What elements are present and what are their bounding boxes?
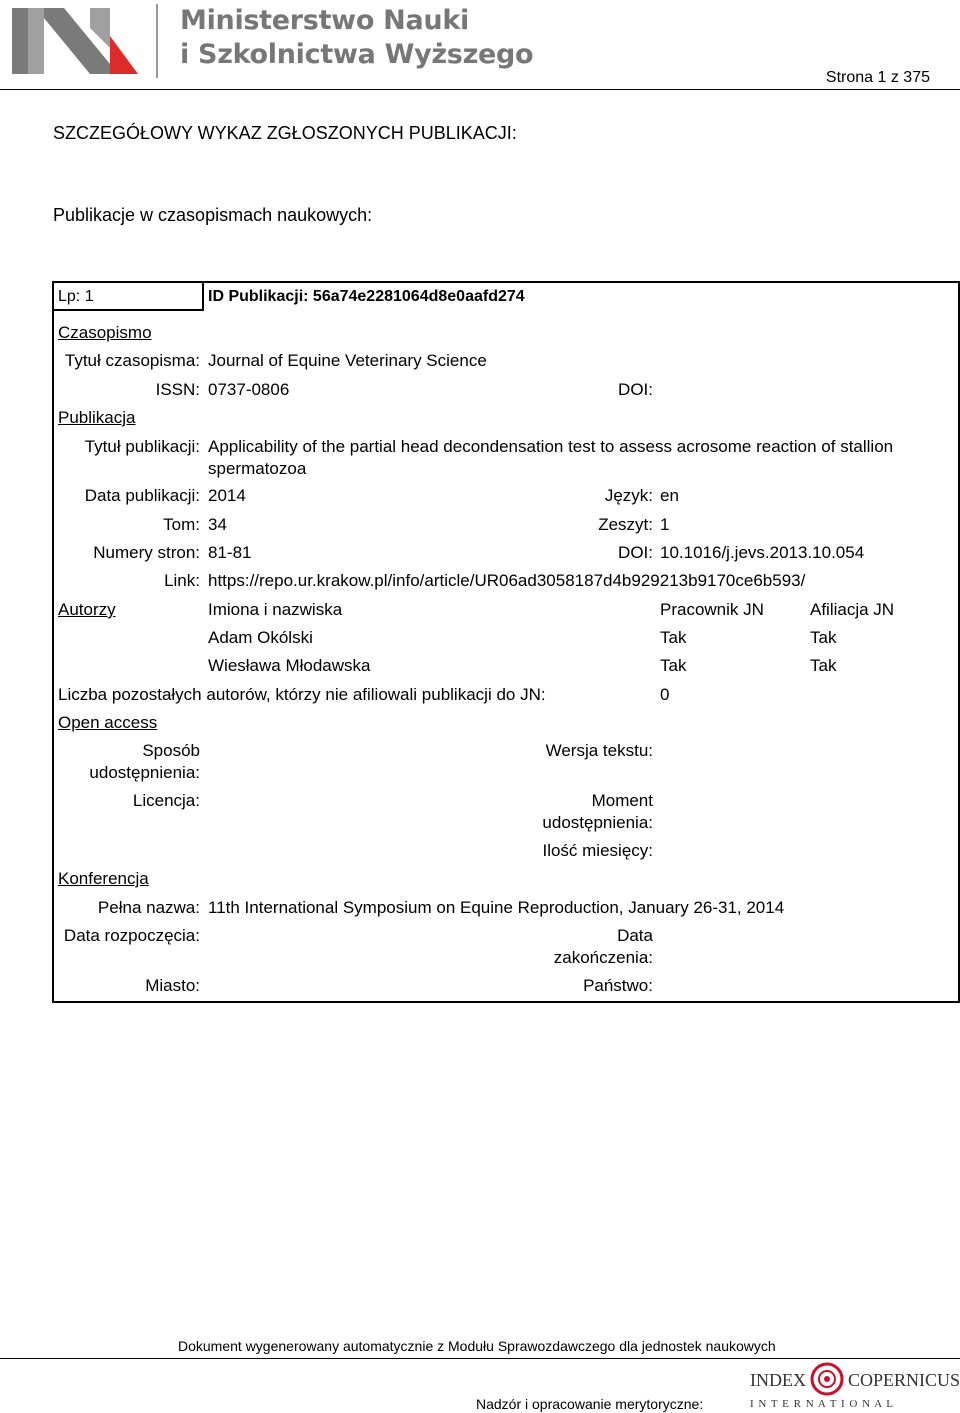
authors-section-heading: Autorzy [58, 600, 116, 619]
authors-header-employee: Pracownik JN [660, 600, 764, 619]
moment-label-1: Moment [591, 791, 653, 810]
pub-title-label: Tytuł publikacji: [84, 437, 200, 456]
journal-title: Journal of Equine Veterinary Science [208, 351, 487, 370]
journal-doi-label: DOI: [618, 380, 653, 399]
conference-name-label: Pełna nazwa: [97, 898, 200, 917]
pages-value: 81-81 [208, 543, 252, 562]
pub-title-line1: Applicability of the partial head decondensation test to assess acrosome reaction of stallion [208, 437, 894, 456]
issue-label: Zeszyt: [598, 515, 653, 534]
header-rule [0, 89, 960, 90]
other-authors-label: Liczba pozostałych autorów, którzy nie afiliowali publikacji do JN: [58, 685, 546, 704]
journal-section-heading: Czasopismo [58, 323, 152, 342]
publication-link[interactable]: https://repo.ur.krakow.pl/info/article/UR06ad3058187d4b929213b9170ce6b593/ [208, 571, 806, 590]
publication-section-heading: Publikacja [58, 408, 136, 427]
end-date-label-1: Data [617, 926, 653, 945]
index-copernicus-logo [750, 1362, 960, 1412]
authors-header-affiliation: Afiliacja JN [810, 600, 895, 619]
issue-value: 1 [660, 515, 670, 534]
other-authors-count: 0 [660, 685, 670, 704]
doi-value: 10.1016/j.jevs.2013.10.054 [660, 543, 865, 562]
logo-divider [156, 4, 158, 78]
author-affiliation: Tak [810, 628, 837, 647]
footer-generated-text: Dokument wygenerowany automatycznie z Modułu Sprawozdawczego dla jednostek naukowych [178, 1338, 776, 1354]
volume-label: Tom: [163, 515, 200, 534]
language-value: en [660, 486, 679, 505]
city-label: Miasto: [145, 976, 200, 995]
issn-label: ISSN: [155, 380, 200, 399]
journal-title-label: Tytuł czasopisma: [64, 351, 200, 370]
pub-title-line2: spermatozoa [208, 459, 307, 478]
pub-date: 2014 [208, 486, 246, 505]
ic-emblem-icon [810, 1362, 844, 1401]
page-indicator: Strona 1 z 375 [825, 69, 930, 86]
ministry-name-line2: i Szkolnictwa Wyższego [180, 39, 534, 70]
author-name: Adam Okólski [208, 628, 313, 647]
months-label: Ilość miesięcy: [542, 841, 653, 860]
ic-copernicus-text: COPERNICUS [848, 1370, 960, 1390]
link-label: Link: [164, 571, 200, 590]
publication-id: ID Publikacji: 56a74e2281064d8e0aafd274 [208, 288, 525, 305]
license-label: Licencja: [132, 791, 200, 810]
lp-label: Lp: 1 [58, 288, 94, 305]
conference-section-heading: Konferencja [58, 869, 149, 888]
end-date-label-2: zakończenia: [553, 948, 653, 967]
conference-name: 11th International Symposium on Equine Reproduction, January 26-31, 2014 [208, 898, 785, 917]
author-employee: Tak [660, 656, 687, 675]
page-title: SZCZEGÓŁOWY WYKAZ ZGŁOSZONYCH PUBLIKACJI: [53, 123, 517, 143]
ministry-logo [12, 8, 138, 74]
open-access-section-heading: Open access [58, 713, 158, 732]
ministry-name-line1: Ministerstwo Nauki [180, 5, 469, 36]
ic-index-text: INDEX [750, 1370, 806, 1390]
pages-label: Numery stron: [93, 543, 200, 562]
country-label: Państwo: [583, 976, 653, 995]
volume-value: 34 [208, 515, 227, 534]
footer-rule [0, 1358, 960, 1359]
section-subtitle: Publikacje w czasopismach naukowych: [53, 205, 373, 225]
text-version-label: Wersja tekstu: [545, 741, 653, 760]
start-date-label: Data rozpoczęcia: [63, 926, 200, 945]
issn-value: 0737-0806 [208, 380, 290, 399]
author-affiliation: Tak [810, 656, 837, 675]
sharing-method-label-1: Sposób [142, 741, 200, 760]
pub-date-label: Data publikacji: [84, 486, 200, 505]
footer-supervision-text: Nadzór i opracowanie merytoryczne: [476, 1396, 704, 1412]
ic-international-text: I N T E R N A T I O N A L [750, 1398, 894, 1410]
language-label: Język: [604, 486, 653, 505]
moment-label-2: udostępnienia: [542, 813, 653, 832]
authors-header-name: Imiona i nazwiska [208, 600, 343, 619]
author-name: Wiesława Młodawska [208, 656, 371, 675]
doi-label: DOI: [618, 543, 653, 562]
author-employee: Tak [660, 628, 687, 647]
sharing-method-label-2: udostępnienia: [89, 763, 200, 782]
